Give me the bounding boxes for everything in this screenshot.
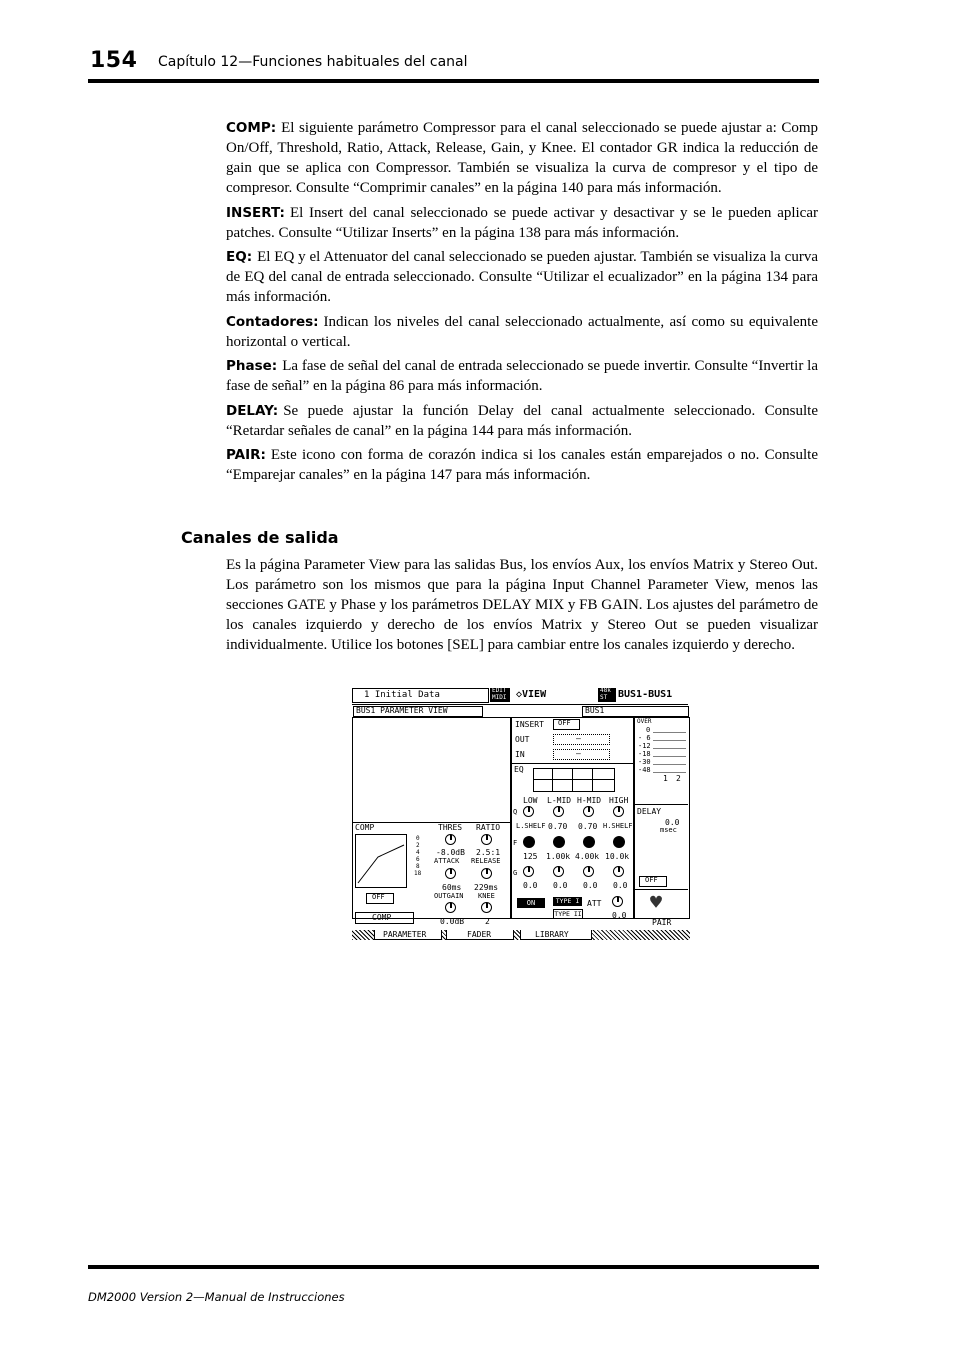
- footer-rule: [88, 1265, 819, 1269]
- knee-label: KNEE: [478, 892, 495, 900]
- eq-on-button[interactable]: ON: [517, 898, 545, 908]
- page-header: [88, 44, 819, 84]
- att-knob[interactable]: [612, 896, 623, 907]
- eq-label: EQ: [514, 765, 524, 774]
- pair-heart-icon[interactable]: ♥: [650, 890, 663, 914]
- tab-library[interactable]: LIBRARY: [520, 930, 592, 940]
- g-lmid-knob[interactable]: [553, 866, 564, 877]
- item-eq: EQ: El EQ y el Attenuator del canal seleccionado se pueden ajustar. También se visualiza la curva de EQ del canal de entrada seleccionado. Consulte “Utilizar el ecualizador” en la página 134 para más información.: [226, 249, 818, 305]
- header-rule: [88, 79, 819, 83]
- g-high-knob[interactable]: [613, 866, 624, 877]
- section-body: [226, 555, 818, 660]
- outgain-knob[interactable]: [445, 902, 456, 913]
- view-title: ◇VIEW: [516, 689, 547, 700]
- item-phase: Phase: La fase de señal del canal de entrada seleccionado se puede invertir. Consulte “Invertir la fase de señal” en la página 86 para más información.: [226, 358, 818, 394]
- edit-midi-indicator: EDIT MIDI: [490, 688, 510, 702]
- comp-label: COMP: [355, 823, 375, 832]
- thres-knob[interactable]: [445, 834, 456, 845]
- q-high-knob[interactable]: [613, 806, 624, 817]
- band-hmid: H-MID: [577, 796, 602, 805]
- section-heading: Canales de salida: [181, 528, 339, 547]
- page-title: BUS1 PARAMETER VIEW: [356, 706, 448, 715]
- item-pair: PAIR: Este icono con forma de corazón indica si los canales están emparejados o no. Consulte “Emparejar canales” en la página 147 para más información.: [226, 447, 818, 483]
- f-lmid-knob[interactable]: [553, 836, 565, 848]
- type2-button[interactable]: TYPE II: [554, 910, 582, 918]
- tab-fader[interactable]: FADER: [446, 930, 514, 940]
- scene-name: 1 Initial Data: [364, 690, 440, 700]
- g-low-knob[interactable]: [523, 866, 534, 877]
- f-high-knob[interactable]: [613, 836, 625, 848]
- band-lmid: L-MID: [547, 796, 572, 805]
- delay-value: 0.0: [665, 818, 680, 827]
- release-label: RELEASE: [471, 857, 501, 865]
- f-hmid-knob[interactable]: [583, 836, 595, 848]
- in-label: IN: [515, 750, 525, 759]
- eq-curve: [533, 768, 615, 792]
- att-label: ATT: [587, 899, 602, 908]
- tab-parameter[interactable]: PARAMETER: [374, 930, 442, 940]
- delay-label: DELAY: [637, 807, 662, 816]
- in-field[interactable]: [553, 749, 610, 760]
- item-comp: COMP: El siguiente parámetro Compressor para el canal seleccionado se puede ajustar a: Comp On/Off, Threshold, Ratio, Attack, Release, Gain, y Knee. El contador GR indica la reducción de gain que se aplica con Compressor. También se visualiza la curva de compresor y el tipo de compresor. Consulte “Comprimir canales” en la página 140 para más información.: [226, 120, 818, 196]
- channel-id: BUS1-BUS1: [618, 689, 673, 700]
- insert-label: INSERT: [515, 720, 544, 729]
- outgain-label: OUTGAIN: [434, 892, 464, 900]
- thres-label: THRES: [438, 823, 463, 832]
- q-low-knob[interactable]: [523, 806, 534, 817]
- release-knob[interactable]: [481, 868, 492, 879]
- g-hmid-knob[interactable]: [583, 866, 594, 877]
- knee-knob[interactable]: [481, 902, 492, 913]
- item-insert: INSERT: El Insert del canal seleccionado se puede activar y desactivar y se le pueden aplicar patches. Consulte “Utilizar Inserts” en la página 138 para más información.: [226, 204, 818, 241]
- item-delay: DELAY: Se puede ajustar la función Delay del canal actualmente seleccionado. Consulte “Retardar señales de canal” en la página 144 para más información.: [226, 402, 818, 439]
- ratio-label: RATIO: [476, 823, 501, 832]
- channel-name: BUS1: [585, 706, 605, 715]
- footer-text: DM2000 Version 2—Manual de Instrucciones: [88, 1290, 345, 1304]
- out-field[interactable]: [553, 734, 610, 745]
- f-low-knob[interactable]: [523, 836, 535, 848]
- q-hmid-knob[interactable]: [583, 806, 594, 817]
- type1-button[interactable]: TYPE I: [553, 897, 582, 906]
- band-low: LOW: [523, 796, 538, 805]
- attack-knob[interactable]: [445, 868, 456, 879]
- meter-over: OVER: [637, 718, 652, 725]
- lcd-screen: 1 Initial Data EDIT MIDI ◇VIEW 48k ST BUS1-BUS1 BUS1 PARAMETER VIEW BUS1 INSERT OFF OUT — IN — OVER 0 - 6 -12 -18 -30 -48 1 2 EQ LOW L-MID H-MID HIGH Q L.SHELF 0.70 0.70 H.SHELF F 125 1.00k 4.00k 10.0k G 0.0 0.0 0.0 0.0 ON TYPE I TYPE II ATT 0.0 DELAY 0.0 msec OFF ♥ PAIR COMP 0 2 4 6 8 18 THRES RATIO -8.0dB 2.5:1 ATTACK RELEASE 60ms 229ms OFF COMP OUTGAIN KNEE 0.0dB 2 PARAMETER FADER LIBRARY: [352, 687, 690, 941]
- meter-bars: [653, 729, 686, 773]
- page-number: 154: [90, 48, 138, 73]
- ratio-knob[interactable]: [481, 834, 492, 845]
- out-label: OUT: [515, 735, 530, 744]
- chapter-title: Capítulo 12—Funciones habituales del canal: [158, 54, 468, 70]
- definition-list: [226, 118, 818, 490]
- band-high: HIGH: [609, 796, 629, 805]
- rate-indicator: 48k ST: [598, 688, 616, 702]
- attack-label: ATTACK: [434, 857, 460, 865]
- pair-label: PAIR: [652, 918, 672, 927]
- section-paragraph: Es la página Parameter View para las salidas Bus, los envíos Aux, los envíos Matrix y Stereo Out. Los parámetro son los mismos que para la página Input Channel Parameter View, menos las secciones GATE y Phase y los parámetros DELAY MIX y FB GAIN. Los ajustes del parámetro de los canales izquierdo y derecho de los envíos Matrix y Stereo Out se pueden visualizar individualmente. Utilice los botones [SEL] para cambiar entre los canales izquierdo y derecho.: [226, 557, 818, 653]
- q-lmid-knob[interactable]: [553, 806, 564, 817]
- comp-curve-line: [356, 835, 406, 887]
- item-meters: Contadores: Indican los niveles del canal seleccionado actualmente, así como su equivalente horizontal o vertical.: [226, 313, 818, 350]
